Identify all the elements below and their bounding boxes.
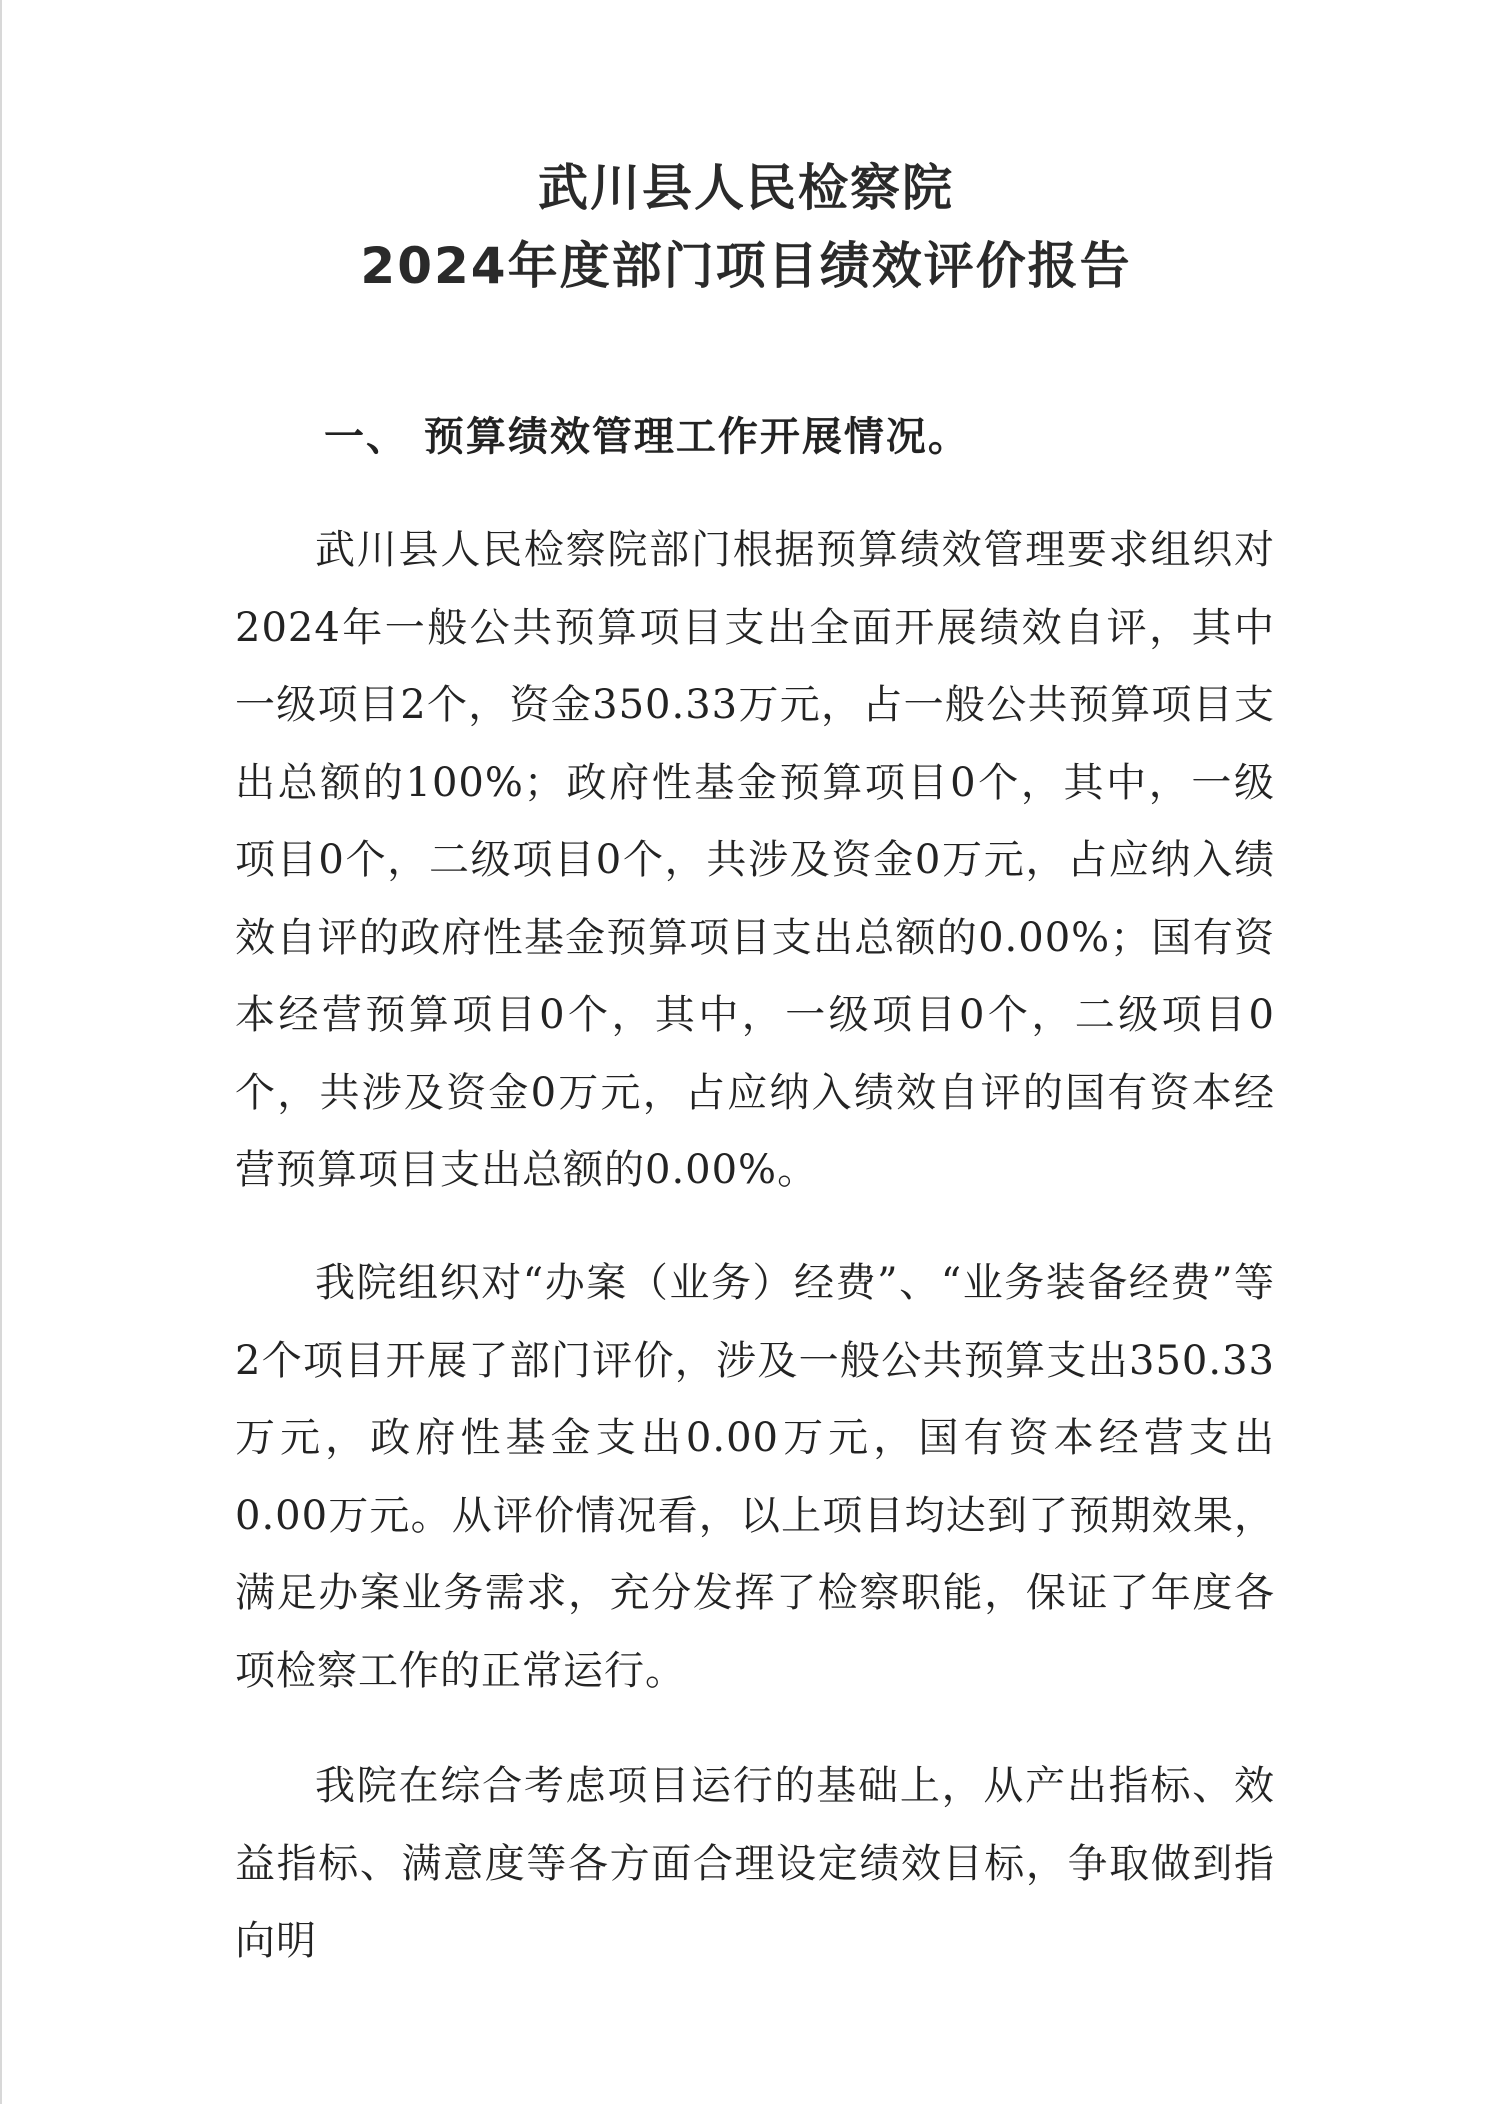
body-paragraph-1: 武川县人民检察院部门根据预算绩效管理要求组织对2024年一般公共预算项目支出全面开展绩效自评，其中一级项目2个，资金350.33万元，占一般公共预算项目支出总额的100%；政府性基金预算项目0个，其中，一级项目0个，二级项目0个，共涉及资金0万元，占应纳入绩效自评的政府性基金预算项目支出总额的0.00%；国有资本经营预算项目0个，其中，一级项目0个，二级项目0个，共涉及资金0万元，占应纳入绩效自评的国有资本经营预算项目支出总额的0.00%。 <box>235 527 1275 1193</box>
section-heading: 一、 预算绩效管理工作开展情况。 <box>324 413 970 460</box>
body-paragraph-2: 我院组织对“办案（业务）经费”、“业务装备经费”等2个项目开展了部门评价，涉及一般公共预算支出350.33万元，政府性基金支出0.00万元，国有资本经营支出0.00万元。从评价情况看，以上项目均达到了预期效果，满足办案业务需求，充分发挥了检察职能，保证了年度各项检察工作的正常运行。 <box>235 1260 1275 1694</box>
document-title-line-1: 武川县人民检察院 <box>538 159 954 217</box>
document-title-line-2: 2024年度部门项目绩效评价报告 <box>360 237 1132 295</box>
body-paragraph-3: 我院在综合考虑项目运行的基础上，从产出指标、效益指标、满意度等各方面合理设定绩效目标，争取做到指向明 <box>235 1763 1275 1964</box>
